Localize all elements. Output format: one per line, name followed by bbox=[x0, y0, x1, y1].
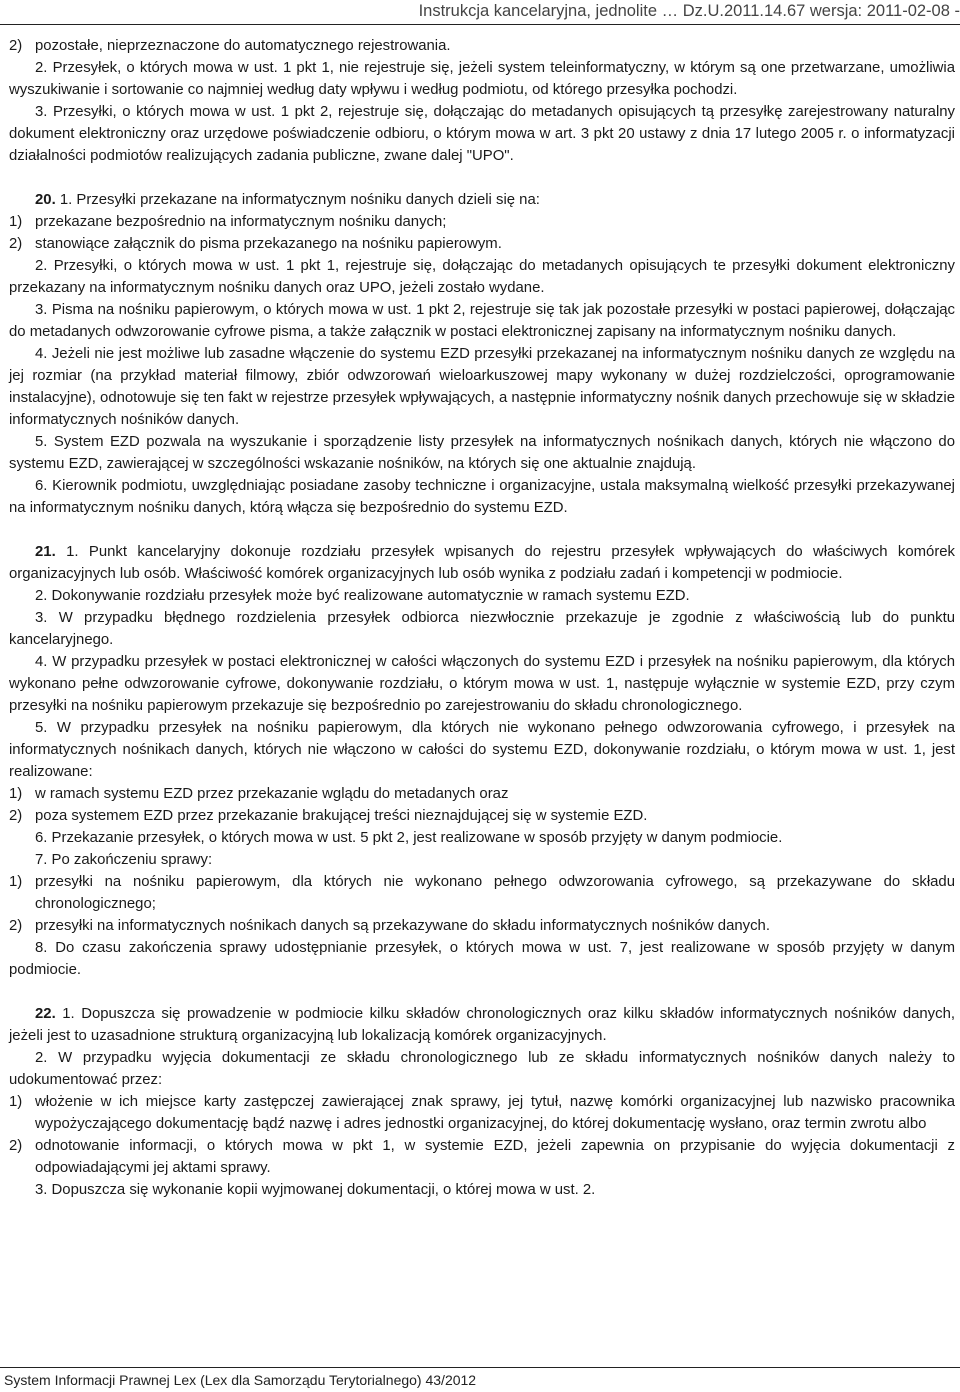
list-item-text: przesyłki na informatycznych nośnikach danych są przekazywane do składu informatycznych nośników danych. bbox=[35, 918, 770, 934]
article-number: 21. bbox=[35, 544, 56, 560]
paragraph: 4. Jeżeli nie jest możliwe lub zasadne włączenie do systemu EZD przesyłki przekazanej na informatycznym nośniku danych ze względu na jej rozmiar (na przykład materiał filmowy, zbiór odwzorowań wieloarkuszowej mapy wykonany w dużej rozdzielczości, oprogramowanie instalacyjne), odnotowuje się ten fakt w rejestrze przesyłek wpływających, a następnie informatyczny nośnik danych przechowuje się w składzie informatycznych nośników danych. bbox=[9, 346, 956, 428]
paragraph: 8. Do czasu zakończenia sprawy udostępnianie przesyłek, o których mowa w ust. 7, jest realizowane w sposób przyjęty w danym podmiocie. bbox=[9, 940, 955, 978]
list-item bbox=[9, 805, 955, 827]
list-item-number: 1) bbox=[9, 786, 23, 802]
paragraph: 3. Pisma na nośniku papierowym, o których mowa w ust. 1 pkt 2, rejestruje się tak jak pozostałe przesyłki w postaci papierowej, dołączając do metadanych odwzorowanie cyfrowe pisma, a także załącznik w postaci elektronicznej zapisany na informatycznym nośniku danych. bbox=[9, 302, 955, 340]
article-text: 1. Dopuszcza się prowadzenie w podmiocie kilku składów chronologicznych oraz kilku składów informatycznych nośników danych, jeżeli jest to uzasadnione strukturą organizacyjną lub lokalizacją komórek organizacyjnych. bbox=[9, 1006, 955, 1044]
paragraph: 3. Dopuszcza się wykonanie kopii wyjmowanej dokumentacji, o której mowa w ust. 2. bbox=[35, 1182, 596, 1198]
list-item-number: 1) bbox=[9, 214, 23, 230]
document-body bbox=[9, 35, 955, 1201]
paragraph: 2. Przesyłek, o których mowa w ust. 1 pkt 1, nie rejestruje się, jeżeli system teleinformatyczny, w którym są one przetwarzane, umożliwia wyszukiwanie i sortowanie co najmniej według daty wpływu i według podmiotu, od którego przesyłka pochodzi. bbox=[9, 60, 955, 98]
list-item-text: przekazane bezpośrednio na informatycznym nośniku danych; bbox=[35, 214, 447, 230]
paragraph-gap bbox=[9, 519, 955, 541]
list-item bbox=[9, 1135, 955, 1179]
paragraph: 2. Dokonywanie rozdziału przesyłek może być realizowane automatycznie w ramach systemu EZD. bbox=[35, 588, 690, 604]
page-header bbox=[0, 0, 960, 25]
paragraph: 3. Przesyłki, o których mowa w ust. 1 pkt 2, rejestruje się, dołączając do metadanych opisujących tą przesyłkę zarejestrowany naturalny dokument elektroniczny oraz urzędowe poświadczenie odbioru, o którym mowa w art. 3 pkt 20 ustawy z dnia 17 lutego 2005 r. o informatyzacji działalności podmiotów realizujących zadania publiczne, zwane dalej "UPO". bbox=[9, 104, 955, 164]
paragraph-gap bbox=[9, 981, 955, 1003]
list-item bbox=[9, 35, 955, 57]
list-item-text: włożenie w ich miejsce karty zastępczej zawierającej znak sprawy, jej tytuł, nazwę komórki organizacyjnej lub nazwisko pracownika wypożyczającego dokumentację bądź nazwę i adres jednostki organizacyjnej, do której dokumentację wysłano, oraz termin zwrotu albo bbox=[35, 1094, 955, 1132]
paragraph: 7. Po zakończeniu sprawy: bbox=[35, 852, 213, 868]
list-item bbox=[9, 915, 955, 937]
article-number: 20. bbox=[35, 192, 56, 208]
list-item-text: przesyłki na nośniku papierowym, dla których nie wykonano pełnego odwzorowania cyfrowego, są przekazywane do składu chronologicznego; bbox=[35, 874, 955, 912]
article-text: 1. Punkt kancelaryjny dokonuje rozdziału przesyłek wpisanych do rejestru przesyłek wpływających do właściwych komórek organizacyjnych lub osób. Właściwość komórek organizacyjnych lub osób wynika z podziału zadań i kompetencji w podmiocie. bbox=[9, 544, 956, 582]
paragraph: 4. W przypadku przesyłek w postaci elektronicznej w całości włączonych do systemu EZD i przesyłek na nośniku papierowym, dla których wykonano pełne odwzorowanie cyfrowe, dokonywanie rozdziału, o którym mowa w ust. 1, następuje wyłącznie w systemie EZD, przy czym przesyłki na nośniku papierowym przekazuje się bezpośrednio po zarejestrowaniu do składu chronologicznego. bbox=[9, 654, 955, 714]
list-item bbox=[9, 783, 955, 805]
article-paragraph bbox=[9, 189, 955, 211]
paragraph: 6. Kierownik podmiotu, uwzględniając posiadane zasoby techniczne i organizacyjne, ustala maksymalną wielkość przesyłki przekazywanej na informatycznym nośniku danych, którą włącza się bezpośrednio do systemu EZD. bbox=[9, 478, 955, 516]
list-item-text: pozostałe, nieprzeznaczone do automatycznego rejestrowania. bbox=[35, 38, 451, 54]
list-item bbox=[9, 211, 955, 233]
list-item-number: 1) bbox=[9, 874, 23, 890]
paragraph: 2. W przypadku wyjęcia dokumentacji ze składu chronologicznego lub ze składu informatycznych nośników danych należy to udokumentować przez: bbox=[9, 1050, 955, 1088]
list-item-number: 2) bbox=[9, 918, 23, 934]
list-item-number: 2) bbox=[9, 808, 23, 824]
article-paragraph bbox=[9, 541, 955, 585]
header-text: Instrukcja kancelaryjna, jednolite … Dz.U.2011.14.67 wersja: 2011-02-08 - bbox=[418, 2, 960, 20]
list-item-number: 2) bbox=[9, 236, 23, 252]
article-number: 22. bbox=[35, 1006, 56, 1022]
paragraph: 5. System EZD pozwala na wyszukanie i sporządzenie listy przesyłek na informatycznych nośnikach danych, których nie włączono do systemu EZD, zawierającej w szczególności wskazanie nośników, na których się one aktualnie znajdują. bbox=[9, 434, 955, 472]
list-item bbox=[9, 871, 955, 915]
paragraph: 5. W przypadku przesyłek na nośniku papierowym, dla których nie wykonano pełnego odwzorowania cyfrowego, i przesyłek na informatycznych nośnikach danych, których nie włączono w całości do systemu EZD, dokonywanie rozdziału, o którym mowa w ust. 1, jest realizowane: bbox=[9, 720, 955, 780]
page-footer bbox=[0, 1367, 960, 1392]
article-paragraph bbox=[9, 1003, 955, 1047]
list-item-text: poza systemem EZD przez przekazanie brakującej treści nieznajdującej się w systemie EZD. bbox=[35, 808, 648, 824]
list-item-text: w ramach systemu EZD przez przekazanie wglądu do metadanych oraz bbox=[35, 786, 509, 802]
paragraph-gap bbox=[9, 167, 955, 189]
list-item-text: stanowiące załącznik do pisma przekazanego na nośniku papierowym. bbox=[35, 236, 502, 252]
list-item bbox=[9, 233, 955, 255]
footer-text: System Informacji Prawnej Lex (Lex dla Samorządu Terytorialnego) 43/2012 bbox=[4, 1372, 477, 1388]
list-item-number: 2) bbox=[9, 38, 23, 54]
article-text: 1. Przesyłki przekazane na informatycznym nośniku danych dzieli się na: bbox=[59, 192, 540, 208]
paragraph: 2. Przesyłki, o których mowa w ust. 1 pkt 1, rejestruje się, dołączając do metadanych opisujących te przesyłki dokument elektroniczny przekazany na informatycznym nośniku danych oraz UPO, jeżeli zostało wydane. bbox=[9, 258, 955, 296]
paragraph: 3. W przypadku błędnego rozdzielenia przesyłek odbiorca niezwłocznie przekazuje je zgodnie z właściwością lub do punktu kancelaryjnego. bbox=[9, 610, 955, 648]
paragraph: 6. Przekazanie przesyłek, o których mowa w ust. 5 pkt 2, jest realizowane w sposób przyjęty w danym podmiocie. bbox=[35, 830, 783, 846]
list-item-number: 2) bbox=[9, 1138, 23, 1154]
list-item bbox=[9, 1091, 955, 1135]
list-item-text: odnotowanie informacji, o których mowa w pkt 1, w systemie EZD, jeżeli zapewnia on przypisanie do wyjęcia dokumentacji z odpowiadającymi jej aktami sprawy. bbox=[35, 1138, 955, 1176]
list-item-number: 1) bbox=[9, 1094, 23, 1110]
